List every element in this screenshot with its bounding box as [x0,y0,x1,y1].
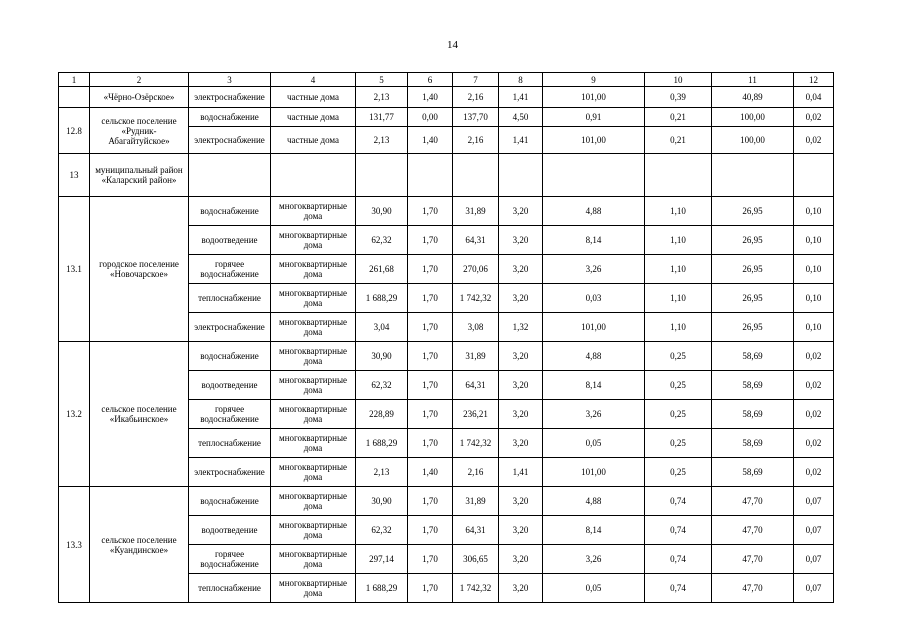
value-cell-c10: 0,74 [645,574,712,603]
value-cell-c11: 47,70 [712,516,794,545]
value-cell-c7: 64,31 [453,226,499,255]
value-cell-c11: 26,95 [712,313,794,342]
value-cell-c12: 0,02 [794,342,834,371]
value-cell-c11: 47,70 [712,487,794,516]
value-cell-c6: 0,00 [408,108,453,127]
value-cell-c5: 3,04 [356,313,408,342]
settlement-name: городское поселение «Новочарское» [90,197,189,342]
table-row [59,87,834,108]
section-id: 13.2 [59,342,90,487]
value-cell-c6: 1,70 [408,255,453,284]
value-cell-c7: 2,16 [453,458,499,487]
value-cell-c9: 101,00 [543,458,645,487]
value-cell-c5: 261,68 [356,255,408,284]
value-cell-c12: 0,02 [794,108,834,127]
value-cell-c9: 8,14 [543,371,645,400]
housing-type-cell: многоквартирные дома [271,313,356,342]
service-cell: горячее водоснабжение [189,255,271,284]
header-cell: 1 [59,73,90,87]
value-cell-c12: 0,10 [794,313,834,342]
value-cell-c8: 3,20 [499,487,543,516]
table-row [59,154,834,197]
value-cell-c6: 1,70 [408,545,453,574]
value-cell-c8: 3,20 [499,516,543,545]
value-cell-c12: 0,02 [794,400,834,429]
value-cell-c10: 1,10 [645,255,712,284]
value-cell-c5: 228,89 [356,400,408,429]
value-cell-c11: 26,95 [712,255,794,284]
section-id: 13.3 [59,487,90,603]
value-cell-c11: 47,70 [712,545,794,574]
value-cell-c10: 0,25 [645,458,712,487]
value-cell-c5: 297,14 [356,545,408,574]
value-cell-c6: 1,70 [408,574,453,603]
value-cell-c8: 3,20 [499,545,543,574]
value-cell-c7: 3,08 [453,313,499,342]
value-cell-c12: 0,07 [794,516,834,545]
value-cell-c7: 137,70 [453,108,499,127]
value-cell-c11: 58,69 [712,342,794,371]
housing-type-cell: многоквартирные дома [271,255,356,284]
header-cell: 2 [90,73,189,87]
header-cell: 12 [794,73,834,87]
value-cell-c6 [408,154,453,197]
value-cell-c9: 0,91 [543,108,645,127]
value-cell-c7: 64,31 [453,371,499,400]
tariff-table [58,72,834,603]
service-cell: водоснабжение [189,342,271,371]
section-id: 13 [59,154,90,197]
housing-type-cell: частные дома [271,87,356,108]
table-row [59,108,834,127]
housing-type-cell: многоквартирные дома [271,458,356,487]
service-cell: водоснабжение [189,487,271,516]
value-cell-c12: 0,04 [794,87,834,108]
value-cell-c11: 100,00 [712,127,794,154]
housing-type-cell: многоквартирные дома [271,400,356,429]
value-cell-c11: 26,95 [712,284,794,313]
value-cell-c7: 270,06 [453,255,499,284]
value-cell-c12 [794,154,834,197]
value-cell-c12: 0,10 [794,197,834,226]
header-cell: 11 [712,73,794,87]
value-cell-c12: 0,10 [794,284,834,313]
section-id: 13.1 [59,197,90,342]
service-cell: теплоснабжение [189,574,271,603]
value-cell-c7: 2,16 [453,87,499,108]
value-cell-c10: 0,21 [645,127,712,154]
service-cell [189,154,271,197]
value-cell-c6: 1,40 [408,127,453,154]
value-cell-c8: 3,20 [499,284,543,313]
value-cell-c11: 58,69 [712,371,794,400]
value-cell-c10: 0,39 [645,87,712,108]
value-cell-c11: 26,95 [712,226,794,255]
value-cell-c8: 3,20 [499,400,543,429]
value-cell-c7: 1 742,32 [453,284,499,313]
value-cell-c8: 1,32 [499,313,543,342]
value-cell-c10: 0,74 [645,487,712,516]
value-cell-c10: 0,21 [645,108,712,127]
value-cell-c9: 101,00 [543,87,645,108]
housing-type-cell: многоквартирные дома [271,371,356,400]
value-cell-c9: 4,88 [543,342,645,371]
service-cell: водоотведение [189,226,271,255]
value-cell-c6: 1,70 [408,371,453,400]
value-cell-c9: 101,00 [543,127,645,154]
value-cell-c12: 0,02 [794,371,834,400]
value-cell-c7: 1 742,32 [453,574,499,603]
value-cell-c8: 4,50 [499,108,543,127]
settlement-name: сельское поселение «Куандинское» [90,487,189,603]
value-cell-c7: 2,16 [453,127,499,154]
value-cell-c6: 1,40 [408,87,453,108]
value-cell-c8 [499,154,543,197]
value-cell-c8: 1,41 [499,458,543,487]
value-cell-c9: 101,00 [543,313,645,342]
header-cell: 4 [271,73,356,87]
value-cell-c5: 131,77 [356,108,408,127]
housing-type-cell: многоквартирные дома [271,284,356,313]
value-cell-c5: 1 688,29 [356,429,408,458]
settlement-name: «Чёрно-Озёрское» [90,87,189,108]
housing-type-cell: многоквартирные дома [271,545,356,574]
settlement-name: муниципальный район «Каларский район» [90,154,189,197]
table-row [59,487,834,516]
value-cell-c8: 3,20 [499,429,543,458]
value-cell-c9: 3,26 [543,400,645,429]
value-cell-c5: 2,13 [356,127,408,154]
value-cell-c10: 1,10 [645,284,712,313]
value-cell-c12: 0,02 [794,127,834,154]
value-cell-c12: 0,02 [794,429,834,458]
housing-type-cell: многоквартирные дома [271,226,356,255]
service-cell: водоснабжение [189,197,271,226]
table-row [59,342,834,371]
value-cell-c9: 8,14 [543,516,645,545]
value-cell-c6: 1,70 [408,342,453,371]
value-cell-c5: 1 688,29 [356,284,408,313]
header-cell: 8 [499,73,543,87]
value-cell-c5: 62,32 [356,226,408,255]
value-cell-c12: 0,07 [794,545,834,574]
table-body [59,73,834,603]
header-cell: 3 [189,73,271,87]
value-cell-c7: 306,65 [453,545,499,574]
housing-type-cell [271,154,356,197]
value-cell-c5: 2,13 [356,458,408,487]
value-cell-c10 [645,154,712,197]
value-cell-c11: 58,69 [712,458,794,487]
value-cell-c6: 1,40 [408,458,453,487]
value-cell-c8: 1,41 [499,127,543,154]
value-cell-c9: 3,26 [543,255,645,284]
value-cell-c8: 1,41 [499,87,543,108]
housing-type-cell: многоквартирные дома [271,429,356,458]
value-cell-c10: 1,10 [645,226,712,255]
header-cell: 10 [645,73,712,87]
housing-type-cell: частные дома [271,127,356,154]
value-cell-c5: 62,32 [356,516,408,545]
value-cell-c5: 30,90 [356,197,408,226]
value-cell-c9: 4,88 [543,197,645,226]
value-cell-c10: 0,25 [645,371,712,400]
value-cell-c9: 0,03 [543,284,645,313]
value-cell-c12: 0,10 [794,255,834,284]
value-cell-c9: 3,26 [543,545,645,574]
value-cell-c8: 3,20 [499,226,543,255]
value-cell-c10: 0,74 [645,545,712,574]
service-cell: горячее водоснабжение [189,400,271,429]
service-cell: теплоснабжение [189,429,271,458]
value-cell-c5: 30,90 [356,487,408,516]
value-cell-c7: 31,89 [453,342,499,371]
value-cell-c6: 1,70 [408,226,453,255]
value-cell-c9: 8,14 [543,226,645,255]
value-cell-c12: 0,07 [794,574,834,603]
service-cell: электроснабжение [189,127,271,154]
value-cell-c11: 58,69 [712,400,794,429]
header-cell: 6 [408,73,453,87]
service-cell: горячее водоснабжение [189,545,271,574]
value-cell-c5: 2,13 [356,87,408,108]
section-id: 12.8 [59,108,90,154]
value-cell-c6: 1,70 [408,516,453,545]
value-cell-c5: 62,32 [356,371,408,400]
value-cell-c10: 0,25 [645,342,712,371]
value-cell-c7: 31,89 [453,487,499,516]
value-cell-c7: 31,89 [453,197,499,226]
value-cell-c10: 0,25 [645,429,712,458]
value-cell-c12: 0,07 [794,487,834,516]
housing-type-cell: многоквартирные дома [271,516,356,545]
service-cell: электроснабжение [189,87,271,108]
table-row [59,197,834,226]
service-cell: водоснабжение [189,108,271,127]
value-cell-c6: 1,70 [408,400,453,429]
housing-type-cell: многоквартирные дома [271,342,356,371]
housing-type-cell: многоквартирные дома [271,487,356,516]
service-cell: электроснабжение [189,313,271,342]
service-cell: водоотведение [189,516,271,545]
value-cell-c11 [712,154,794,197]
value-cell-c11: 58,69 [712,429,794,458]
value-cell-c11: 26,95 [712,197,794,226]
value-cell-c10: 0,25 [645,400,712,429]
value-cell-c9: 0,05 [543,429,645,458]
value-cell-c6: 1,70 [408,197,453,226]
value-cell-c6: 1,70 [408,313,453,342]
section-id [59,87,90,108]
value-cell-c9: 4,88 [543,487,645,516]
value-cell-c5 [356,154,408,197]
header-row [59,73,834,87]
value-cell-c12: 0,10 [794,226,834,255]
value-cell-c11: 47,70 [712,574,794,603]
page-number: 14 [447,39,458,51]
housing-type-cell: частные дома [271,108,356,127]
value-cell-c7: 64,31 [453,516,499,545]
value-cell-c8: 3,20 [499,342,543,371]
header-cell: 9 [543,73,645,87]
service-cell: электроснабжение [189,458,271,487]
value-cell-c5: 1 688,29 [356,574,408,603]
value-cell-c6: 1,70 [408,429,453,458]
value-cell-c8: 3,20 [499,255,543,284]
value-cell-c10: 1,10 [645,313,712,342]
header-cell: 5 [356,73,408,87]
value-cell-c10: 1,10 [645,197,712,226]
value-cell-c7: 1 742,32 [453,429,499,458]
value-cell-c9: 0,05 [543,574,645,603]
value-cell-c8: 3,20 [499,574,543,603]
value-cell-c8: 3,20 [499,371,543,400]
value-cell-c10: 0,74 [645,516,712,545]
service-cell: теплоснабжение [189,284,271,313]
value-cell-c7: 236,21 [453,400,499,429]
housing-type-cell: многоквартирные дома [271,197,356,226]
settlement-name: сельское поселение «Рудник-Абагайтуйское» [90,108,189,154]
settlement-name: сельское поселение «Икабьинское» [90,342,189,487]
value-cell-c7 [453,154,499,197]
value-cell-c8: 3,20 [499,197,543,226]
housing-type-cell: многоквартирные дома [271,574,356,603]
service-cell: водоотведение [189,371,271,400]
value-cell-c6: 1,70 [408,284,453,313]
value-cell-c11: 40,89 [712,87,794,108]
value-cell-c6: 1,70 [408,487,453,516]
value-cell-c11: 100,00 [712,108,794,127]
value-cell-c12: 0,02 [794,458,834,487]
value-cell-c9 [543,154,645,197]
value-cell-c5: 30,90 [356,342,408,371]
header-cell: 7 [453,73,499,87]
